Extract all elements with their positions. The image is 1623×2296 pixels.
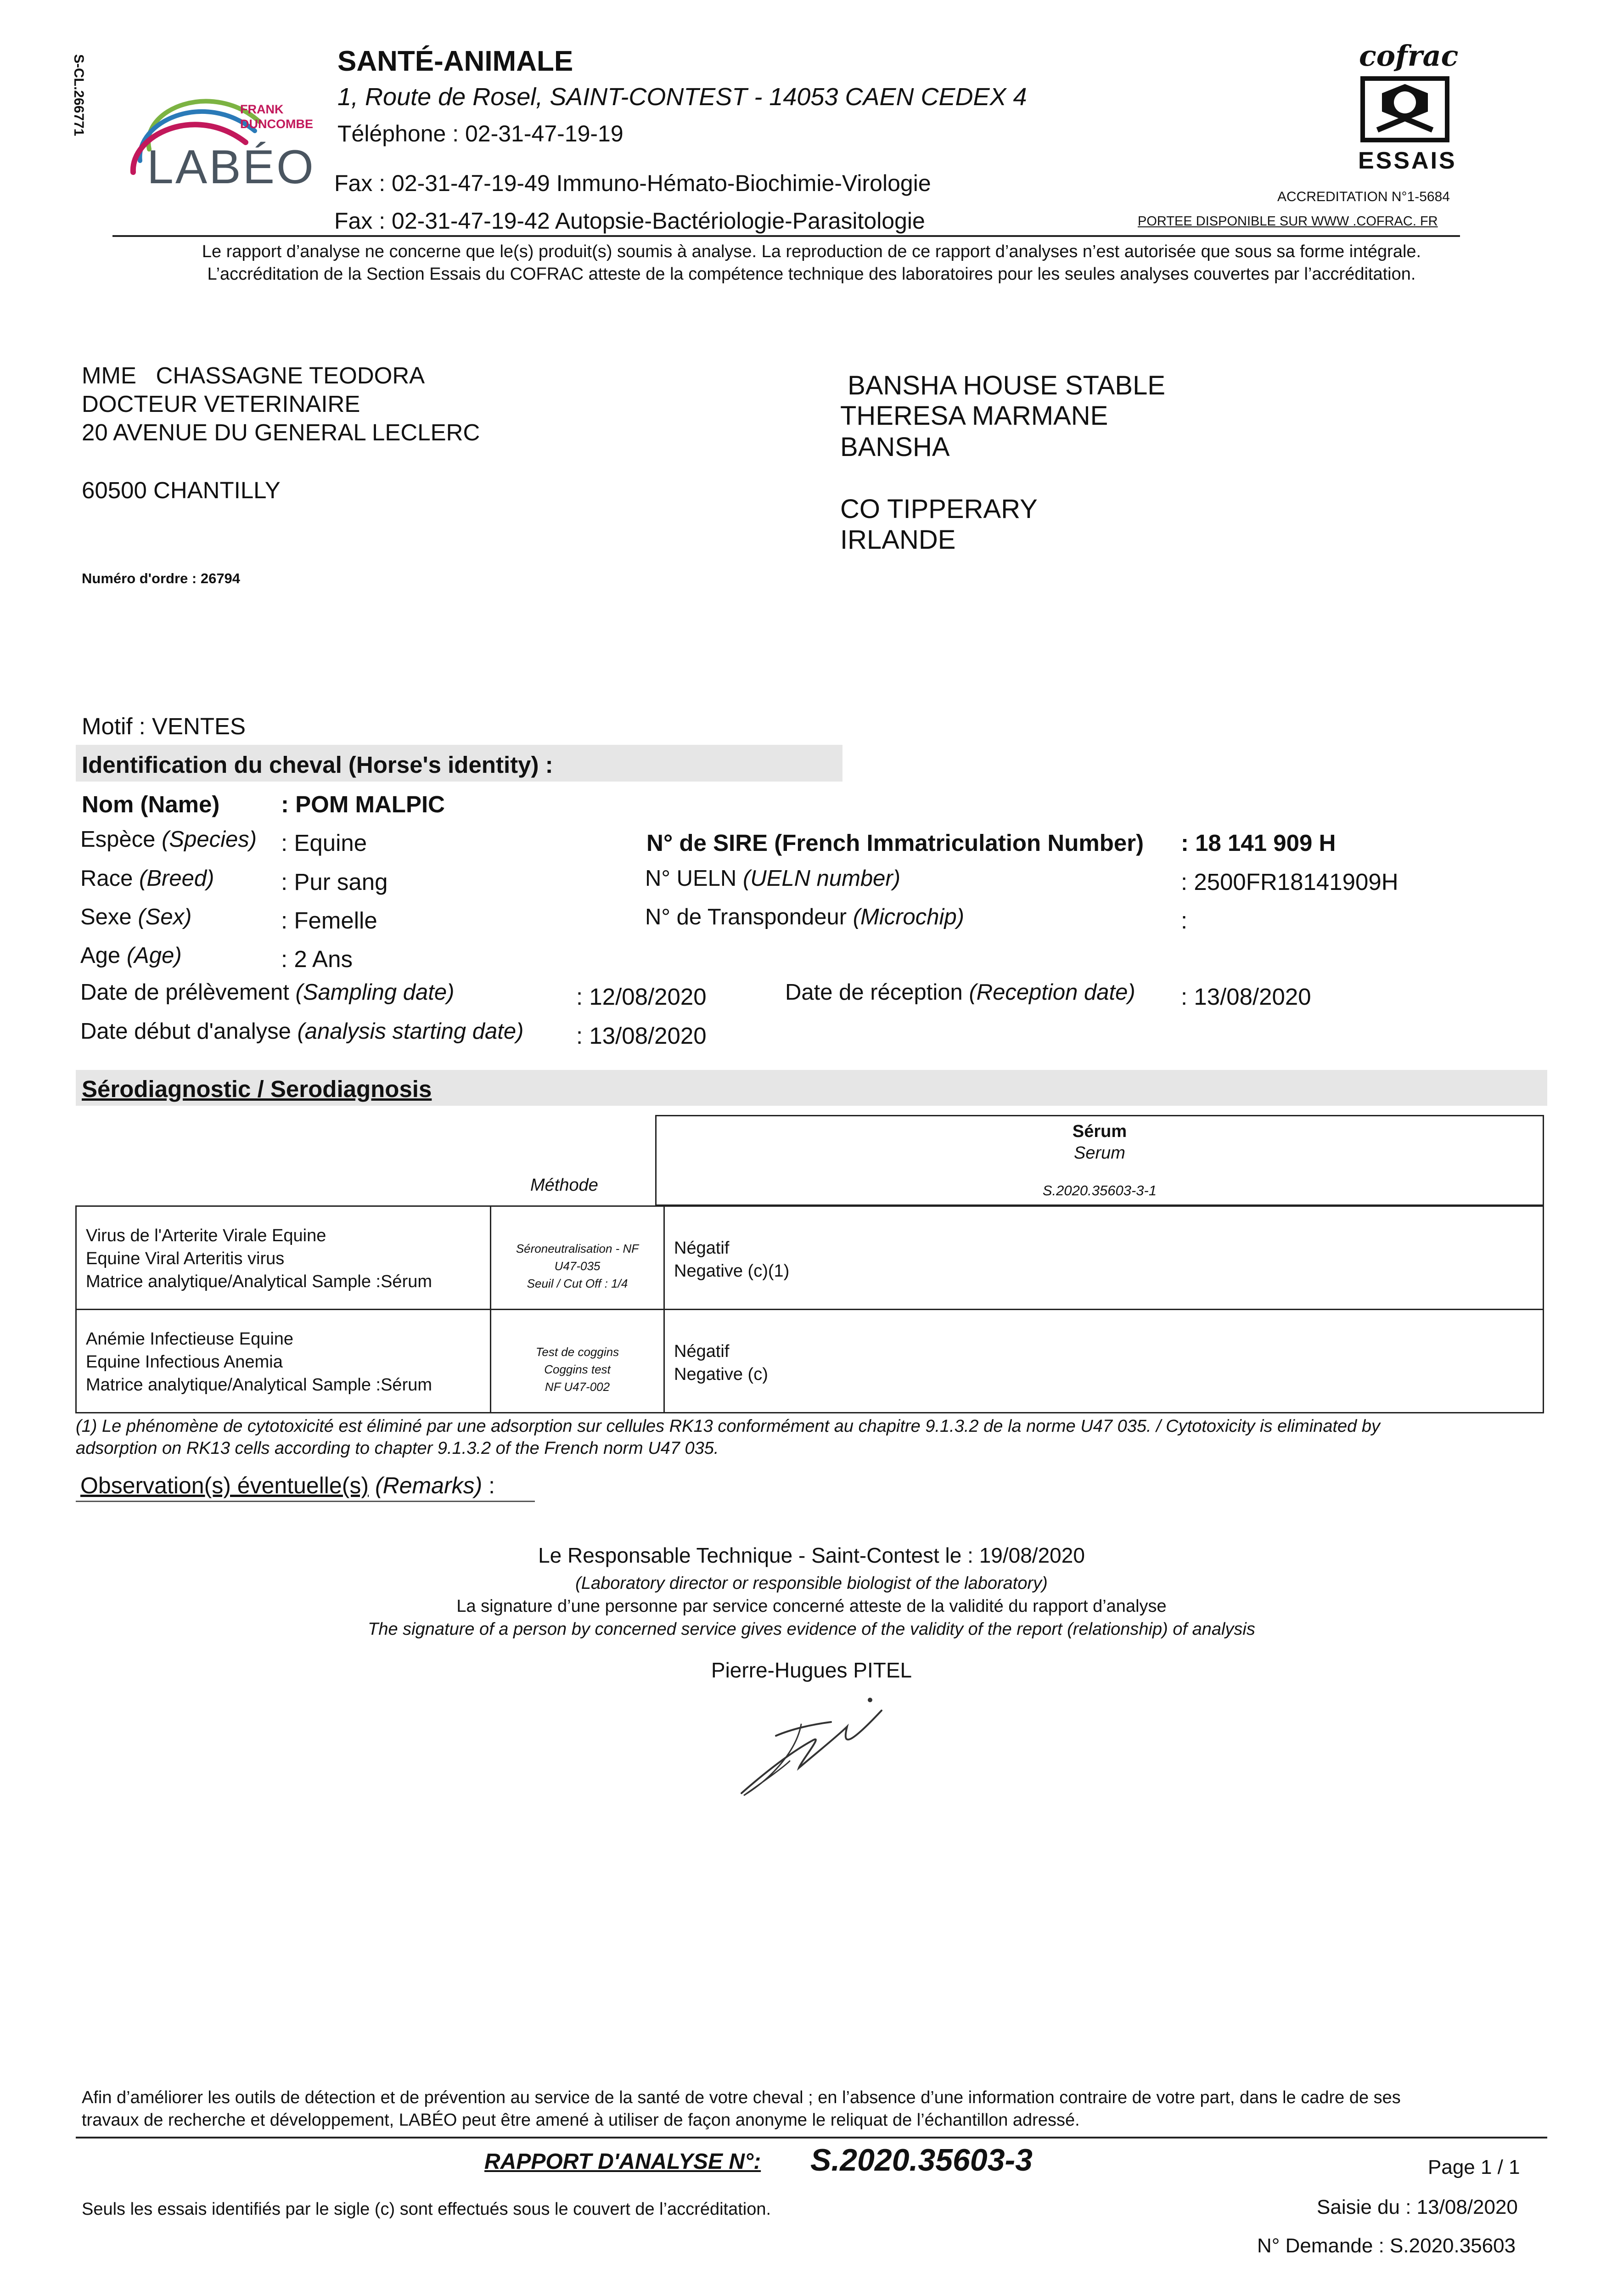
species-label-fr: Espèce [80, 827, 156, 852]
sampling-value: : 12/08/2020 [576, 984, 707, 1010]
start-label-fr: Date début d'analyse [80, 1019, 291, 1044]
serology-heading: Sérodiagnostic / Serodiagnosis [82, 1076, 432, 1102]
sample-id: S.2020.35603-3-1 [1042, 1182, 1157, 1199]
method-header: Méthode [530, 1176, 598, 1195]
signature-line-2: (Laboratory director or responsible biologist of the laboratory) [575, 1574, 1048, 1593]
test-matrix: Matrice analytique/Analytical Sample :Sérum [86, 1375, 432, 1395]
sampling-label [80, 979, 454, 1005]
identification-heading: Identification du cheval (Horse's identity) : [82, 752, 553, 778]
page-count: Page 1 / 1 [1428, 2156, 1520, 2178]
species-label [80, 827, 257, 852]
footer-notice-2: travaux de recherche et développement, LABÉO peut être amené à utiliser de façon anonyme le reliquat de l’échantillon adressé. [82, 2110, 1080, 2130]
test-name-fr: Virus de l'Arterite Virale Equine [86, 1226, 326, 1245]
sample-header-fr: Sérum [1072, 1122, 1127, 1141]
footnote-line-2: adsorption on RK13 cells according to chapter 9.1.3.2 of the French norm U47 035. [76, 1439, 719, 1458]
labeo-logo [122, 80, 324, 195]
signature-line-3: La signature d’une personne par service concerné atteste de la validité du rapport d’analyse [456, 1597, 1167, 1616]
cofrac-accreditation: ACCREDITATION N°1-5684 [1277, 189, 1450, 204]
test-cell [76, 1206, 491, 1310]
remarks [80, 1472, 495, 1499]
age-label-en: (Age) [126, 943, 182, 968]
age-value: : 2 Ans [281, 946, 353, 972]
cofrac-portee: PORTEE DISPONIBLE SUR WWW .COFRAC. FR [1138, 214, 1438, 229]
vet-line-4: 60500 CHANTILLY [82, 477, 281, 503]
reception-label-fr: Date de réception [785, 980, 963, 1005]
report-label: RAPPORT D'ANALYSE N°: [484, 2150, 761, 2174]
owner-line-5: IRLANDE [840, 525, 956, 555]
reception-value: : 13/08/2020 [1181, 984, 1311, 1010]
logo-line2: DUNCOMBE [240, 117, 313, 131]
cofrac-top: cofrac [1359, 39, 1459, 73]
footnote-line-1: (1) Le phénomène de cytotoxicité est éliminé par une adsorption sur cellules RK13 conformément au chapitre 9.1.3.2 de la norme U47 035. / Cytotoxicity is eliminated by [76, 1417, 1380, 1436]
sex-label-fr: Sexe [80, 905, 132, 929]
cofrac-bottom: ESSAIS [1358, 147, 1457, 174]
remarks-rule [76, 1501, 535, 1502]
age-label-fr: Age [80, 943, 121, 968]
name-value: : POM MALPIC [281, 791, 445, 817]
lab-fax-2: Fax : 02-31-47-19-42 Autopsie-Bactériologie-Parasitologie [334, 208, 925, 234]
breed-label-fr: Race [80, 866, 133, 891]
sire-label: N° de SIRE (French Immatriculation Number) [646, 830, 1144, 856]
side-code: S-CL.266771 [71, 54, 86, 136]
owner-line-1: BANSHA HOUSE STABLE [840, 371, 1166, 400]
transponder-label-fr: N° de Transpondeur [645, 905, 847, 929]
owner-line-4: CO TIPPERARY [840, 494, 1038, 524]
disclaimer-line-1: Le rapport d’analyse ne concerne que le(s) produit(s) soumis à analyse. La reproduction de ce rapport d’analyses n’est autorisée que sous sa forme intégrale. [202, 242, 1421, 261]
sire-value: : 18 141 909 H [1181, 830, 1336, 856]
test-name-en: Equine Infectious Anemia [86, 1352, 283, 1372]
start-label [80, 1019, 523, 1044]
lab-address: 1, Route de Rosel, SAINT-CONTEST - 14053 CAEN CEDEX 4 [337, 83, 1027, 111]
ueln-label-fr: N° UELN [645, 866, 737, 891]
cofrac-logo [1350, 39, 1460, 177]
method-line-2: U47-035 [554, 1259, 601, 1273]
remarks-colon: : [482, 1473, 495, 1498]
signatory-name: Pierre-Hugues PITEL [711, 1658, 912, 1682]
logo-name: LABÉO [147, 141, 315, 194]
owner-line-3: BANSHA [840, 432, 950, 462]
test-cell [76, 1310, 491, 1413]
header-divider [112, 235, 1460, 237]
footer-notice-1: Afin d’améliorer les outils de détection et de prévention au service de la santé de votre cheval ; en l’absence d’une information contraire de votre part, dans le cadre de ses [82, 2088, 1401, 2107]
signature-icon [732, 1685, 898, 1805]
transponder-label-en: (Microchip) [853, 905, 965, 929]
remarks-label: Observation(s) éventuelle(s) [80, 1473, 369, 1498]
species-value: : Equine [281, 830, 367, 856]
owner-line-2: THERESA MARMANE [840, 401, 1108, 431]
motif: Motif : VENTES [82, 713, 246, 739]
lab-fax-1: Fax : 02-31-47-19-49 Immuno-Hémato-Biochimie-Virologie [334, 170, 931, 196]
result-fr: Négatif [674, 1238, 730, 1258]
footer-divider [76, 2137, 1547, 2138]
breed-label-en: (Breed) [139, 866, 214, 891]
start-label-en: (analysis starting date) [297, 1019, 524, 1044]
signature-line-4: The signature of a person by concerned service gives evidence of the validity of the report (relationship) of analysis [368, 1620, 1255, 1639]
method-line-1: Séroneutralisation - NF [516, 1242, 639, 1255]
ueln-label-en: (UELN number) [742, 866, 901, 891]
method-line-3: Seuil / Cut Off : 1/4 [527, 1277, 628, 1290]
test-matrix: Matrice analytique/Analytical Sample :Sérum [86, 1272, 432, 1291]
test-name-fr: Anémie Infectieuse Equine [86, 1329, 294, 1349]
sex-label-en: (Sex) [138, 905, 192, 929]
demande-number: N° Demande : S.2020.35603 [1257, 2234, 1516, 2257]
vet-line-3: 20 AVENUE DU GENERAL LECLERC [82, 419, 480, 445]
result-en: Negative (c) [674, 1365, 768, 1384]
method-line-2: Coggins test [544, 1362, 611, 1376]
vet-line-1: MME CHASSAGNE TEODORA [82, 362, 425, 388]
vet-line-2: DOCTEUR VETERINAIRE [82, 391, 360, 417]
method-line-3: NF U47-002 [545, 1380, 610, 1394]
sample-header-en: Serum [1074, 1143, 1125, 1163]
name-label: Nom (Name) [82, 791, 220, 817]
result-cell [664, 1206, 1544, 1310]
sex-value: : Femelle [281, 907, 377, 934]
lab-title: SANTÉ-ANIMALE [337, 45, 573, 77]
sampling-label-fr: Date de prélèvement [80, 980, 289, 1005]
disclaimer-line-2: L’accréditation de la Section Essais du COFRAC atteste de la compétence technique des laboratoires pour les seules analyses couvertes par l’accréditation. [207, 264, 1416, 284]
test-name-en: Equine Viral Arteritis virus [86, 1249, 285, 1268]
signature-line-1: Le Responsable Technique - Saint-Contest le : 19/08/2020 [538, 1543, 1085, 1567]
sex-label [80, 904, 191, 930]
result-en: Negative (c)(1) [674, 1261, 790, 1281]
method-cell [491, 1310, 664, 1413]
result-cell [664, 1310, 1544, 1413]
breed-label [80, 866, 214, 891]
report-number: S.2020.35603-3 [810, 2143, 1033, 2178]
cofrac-emblem-icon [1359, 75, 1451, 144]
transponder-label [645, 904, 964, 930]
logo-line1: FRANK [240, 102, 284, 116]
table-row [76, 1206, 1544, 1310]
table-row [76, 1310, 1544, 1413]
lab-phone: Téléphone : 02-31-47-19-19 [337, 121, 623, 146]
species-label-en: (Species) [162, 827, 257, 852]
start-value: : 13/08/2020 [576, 1023, 707, 1049]
method-line-1: Test de coggins [535, 1345, 619, 1359]
breed-value: : Pur sang [281, 869, 388, 895]
order-number: Numéro d'ordre : 26794 [82, 570, 241, 586]
results-table [75, 1205, 1544, 1413]
remarks-label-en: (Remarks) [375, 1473, 483, 1498]
result-fr: Négatif [674, 1342, 730, 1361]
sampling-label-en: (Sampling date) [295, 980, 455, 1005]
method-cell [491, 1206, 664, 1310]
reception-label [785, 979, 1135, 1005]
reception-label-en: (Reception date) [969, 980, 1135, 1005]
ueln-label [645, 866, 900, 891]
ueln-value: : 2500FR18141909H [1181, 869, 1398, 895]
accreditation-note: Seuls les essais identifiés par le sigle (c) sont effectués sous le couvert de l’accréditation. [82, 2200, 771, 2219]
transponder-value: : [1181, 907, 1188, 934]
age-label [80, 943, 182, 968]
saisie-date: Saisie du : 13/08/2020 [1317, 2196, 1518, 2218]
